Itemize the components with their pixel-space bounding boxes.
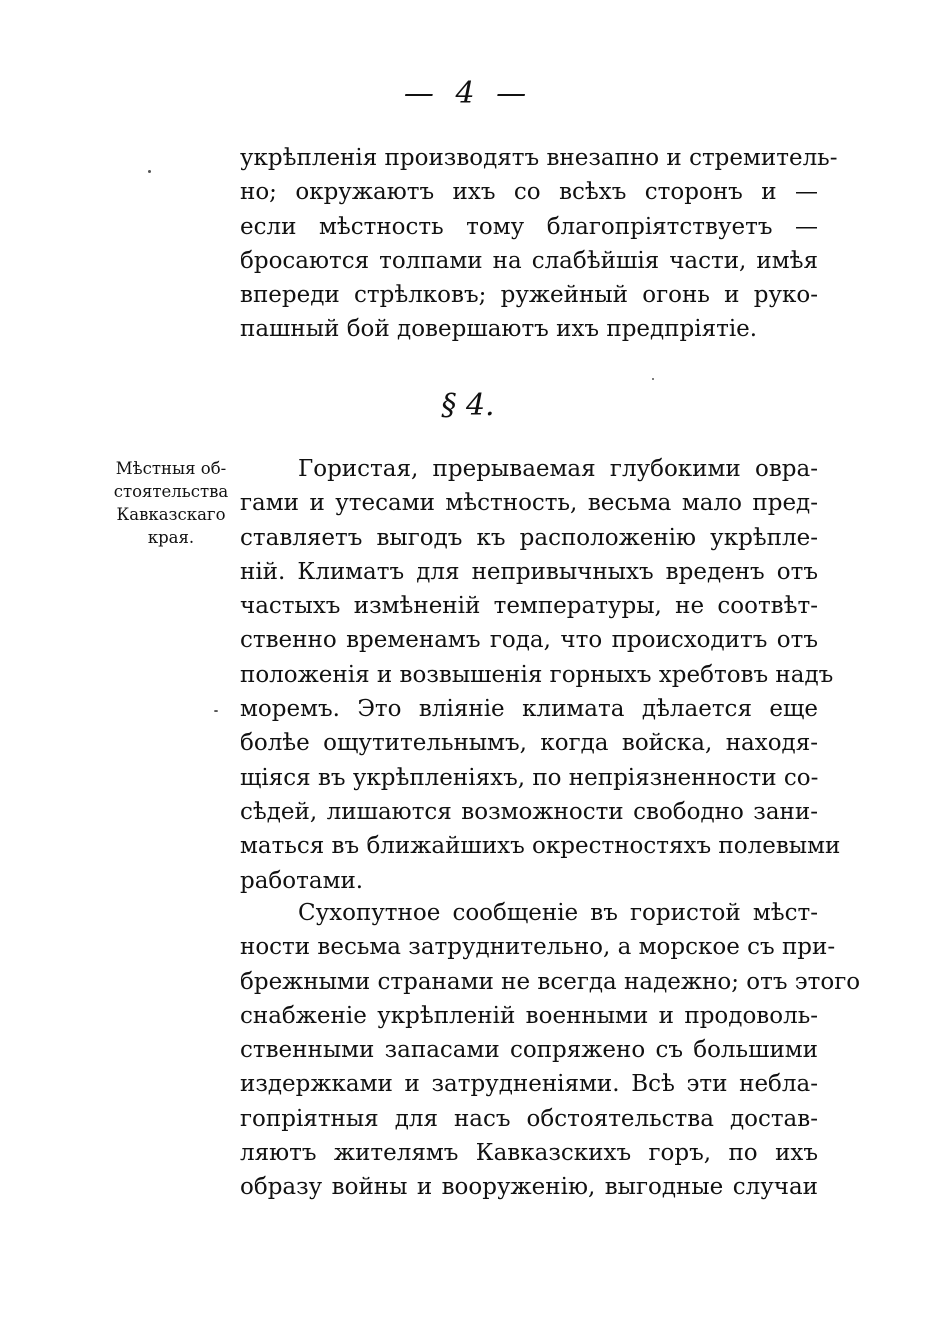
- text-line: гами и утесами мѣстность, весьма мало пред-: [240, 490, 818, 517]
- margin-note-line: стоятельства: [113, 482, 229, 501]
- text-line: если мѣстность тому благопріятствуетъ —: [240, 213, 818, 240]
- text-line: бросаются толпами на слабѣйшія части, имѣя: [240, 247, 818, 274]
- text-line: ственно временамъ года, что происходитъ отъ: [240, 627, 818, 654]
- margin-note-line: края.: [147, 528, 195, 547]
- continuation-paragraph: [240, 141, 838, 347]
- text-line: гопріятныя для насъ обстоятельства достав-: [240, 1105, 818, 1132]
- text-line: ляютъ жителямъ Кавказскихъ горъ, по ихъ: [240, 1140, 818, 1167]
- text-line: ній. Климатъ для непривычныхъ вреденъ отъ: [240, 558, 818, 585]
- scan-speck: [214, 710, 218, 712]
- text-line: ственными запасами сопряжено съ большими: [240, 1037, 818, 1064]
- text-line: ставляетъ выгодъ къ расположенію укрѣпле-: [240, 524, 818, 551]
- text-line: Гористая, прерываемая глубокими овра-: [298, 456, 818, 482]
- text-line: ности весьма затруднительно, а морское съ при-: [240, 934, 836, 961]
- text-line: болѣе ощутительнымъ, когда войска, находя-: [240, 730, 818, 757]
- text-line: но; окружаютъ ихъ со всѣхъ сторонъ и —: [240, 179, 818, 206]
- scan-speck: [148, 170, 151, 173]
- text-line: впереди стрѣлковъ; ружейный огонь и руко-: [240, 282, 818, 309]
- paragraph-climate: [240, 452, 841, 898]
- text-line: издержками и затрудненіями. Всѣ эти небла-: [240, 1071, 818, 1098]
- margin-note-line: Мѣстныя об-: [115, 459, 227, 478]
- margin-note-line: Кавказскаго: [116, 505, 226, 524]
- text-line: сѣдей, лишаются возможности свободно зани-: [240, 798, 818, 825]
- text-line: брежными странами не всегда надежно; отъ этого: [240, 968, 861, 995]
- margin-note: [104, 457, 238, 549]
- text-line: Сухопутное сообщеніе въ гористой мѣст-: [298, 900, 818, 926]
- text-line: щіяся въ укрѣпленіяхъ, по непріязненности со-: [240, 764, 819, 791]
- page-number: — 4 —: [403, 76, 533, 111]
- text-line: работами.: [240, 867, 364, 894]
- text-line: положенія и возвышенія горныхъ хребтовъ надъ: [240, 661, 834, 688]
- text-line: образу войны и вооруженію, выгодные случаи: [240, 1174, 818, 1201]
- section-heading: § 4.: [441, 388, 495, 423]
- text-line: частыхъ измѣненій температуры, не соотвѣт-: [240, 593, 818, 620]
- text-line: маться въ ближайшихъ окрестностяхъ полевыми: [240, 833, 841, 860]
- scan-speck: [652, 378, 654, 380]
- text-line: моремъ. Это вліяніе климата дѣлается еще: [240, 696, 818, 723]
- text-line: снабженіе укрѣпленій военными и продоволь-: [240, 1002, 818, 1029]
- text-line: пашный бой довершаютъ ихъ предпріятіе.: [240, 316, 758, 343]
- paragraph-communication: [240, 896, 861, 1205]
- text-line: укрѣпленія производятъ внезапно и стремитель-: [240, 145, 838, 171]
